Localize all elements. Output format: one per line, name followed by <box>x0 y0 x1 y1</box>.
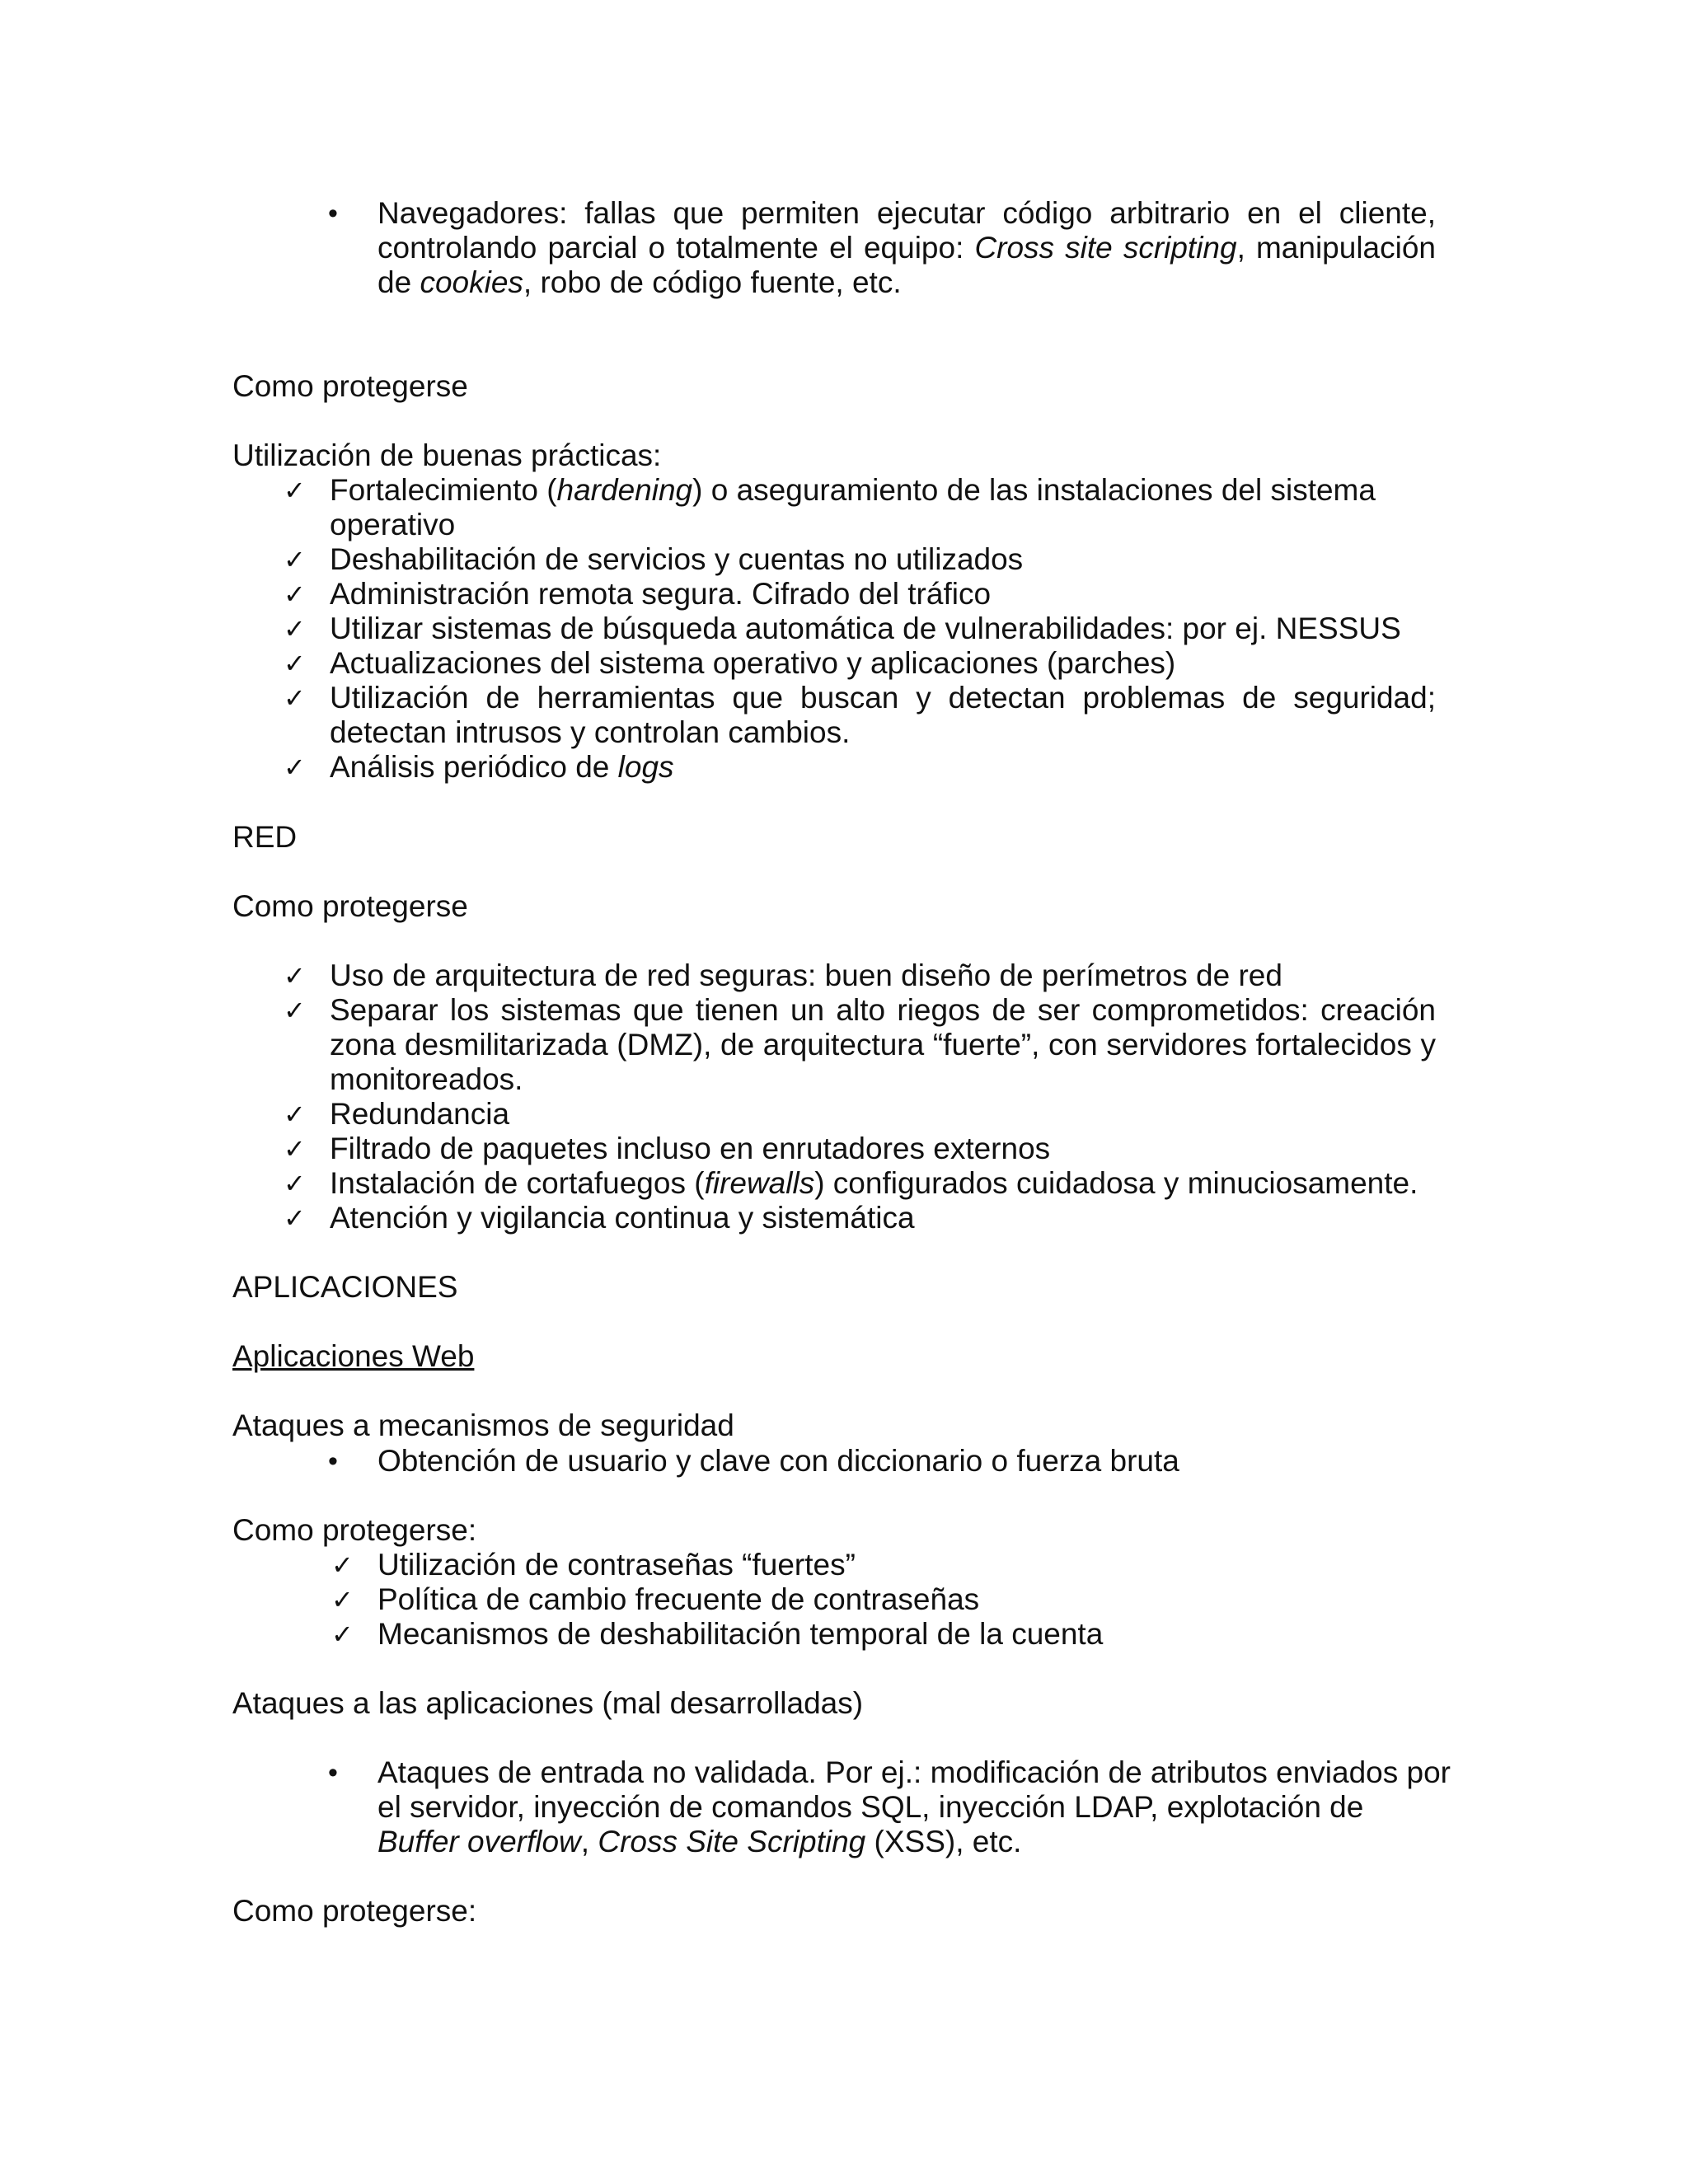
text-line: Mecanismos de deshabilitación temporal de la cuenta <box>377 1617 1104 1651</box>
text-line: detectan intrusos y controlan cambios. <box>330 715 851 749</box>
text-line: Utilización de herramientas que buscan y detectan problemas de seguridad; <box>330 681 1436 715</box>
checkmark-icon: ✓ <box>284 752 306 783</box>
italic-term: Buffer overflow <box>377 1825 581 1858</box>
checkmark-icon: ✓ <box>284 995 306 1026</box>
text-line: zona desmilitarizada (DMZ), de arquitectura “fuerte”, con servidores fortalecidos y <box>330 1028 1436 1062</box>
checkmark-icon: ✓ <box>284 579 306 610</box>
italic-term: hardening <box>556 473 693 507</box>
text-line: Actualizaciones del sistema operativo y aplicaciones (parches) <box>330 646 1176 680</box>
bullet-icon: • <box>328 198 338 229</box>
bullet-icon: • <box>328 1446 338 1477</box>
text-line: Ataques de entrada no validada. Por ej.: modificación de atributos enviados por <box>377 1755 1451 1789</box>
heading-como-protegerse-4: Como protegerse: <box>232 1894 477 1928</box>
italic-term: firewalls <box>704 1166 815 1200</box>
text-line: Buffer overflow, Cross Site Scripting (XSS), etc. <box>377 1825 1022 1858</box>
heading-como-protegerse-2: Como protegerse <box>232 889 468 923</box>
text-line: Instalación de cortafuegos (firewalls) configurados cuidadosa y minuciosamente. <box>330 1166 1418 1200</box>
text-line: el servidor, inyección de comandos SQL, inyección LDAP, explotación de <box>377 1790 1364 1824</box>
checkmark-icon: ✓ <box>284 1133 306 1165</box>
text-line: controlando parcial o totalmente el equipo: Cross site scripting, manipulación <box>377 231 1436 265</box>
subsection-aplicaciones-web: Aplicaciones Web <box>232 1339 475 1373</box>
practicas-title: Utilización de buenas prácticas: <box>232 438 662 472</box>
italic-term: logs <box>617 750 674 784</box>
text-line: Atención y vigilancia continua y sistemática <box>330 1201 915 1235</box>
text-line: Análisis periódico de logs <box>330 750 674 784</box>
checkmark-icon: ✓ <box>284 1168 306 1199</box>
text-line: Filtrado de paquetes incluso en enrutadores externos <box>330 1132 1051 1165</box>
text-line: Obtención de usuario y clave con diccionario o fuerza bruta <box>377 1444 1179 1478</box>
text-line: Redundancia <box>330 1097 510 1131</box>
section-red: RED <box>232 820 298 854</box>
checkmark-icon: ✓ <box>284 544 306 575</box>
checkmark-icon: ✓ <box>284 682 306 714</box>
checkmark-icon: ✓ <box>284 475 306 506</box>
heading-como-protegerse-1: Como protegerse <box>232 369 468 403</box>
checkmark-icon: ✓ <box>284 613 306 644</box>
checkmark-icon: ✓ <box>284 1202 306 1234</box>
text-line: Navegadores: fallas que permiten ejecutar código arbitrario en el cliente, <box>377 196 1436 230</box>
checkmark-icon: ✓ <box>284 648 306 679</box>
italic-term: Cross Site Scripting <box>598 1825 866 1858</box>
text-line: monitoreados. <box>330 1062 523 1096</box>
ataques-aplicaciones-title: Ataques a las aplicaciones (mal desarrolladas) <box>232 1686 864 1720</box>
checkmark-icon: ✓ <box>331 1619 354 1650</box>
text-line: Uso de arquitectura de red seguras: buen diseño de perímetros de red <box>330 958 1282 992</box>
italic-term: Cross site scripting <box>974 231 1237 265</box>
text-line: de cookies, robo de código fuente, etc. <box>377 265 902 299</box>
text-line: Administración remota segura. Cifrado del tráfico <box>330 577 992 611</box>
bullet-icon: • <box>328 1757 338 1788</box>
section-aplicaciones: APLICACIONES <box>232 1270 458 1304</box>
ataques-seguridad-title: Ataques a mecanismos de seguridad <box>232 1408 734 1442</box>
checkmark-icon: ✓ <box>284 960 306 991</box>
italic-term: cookies <box>420 265 523 299</box>
text-line: Política de cambio frecuente de contraseñas <box>377 1582 980 1616</box>
text-line: Utilizar sistemas de búsqueda automática de vulnerabilidades: por ej. NESSUS <box>330 612 1401 645</box>
text-line: operativo <box>330 508 456 541</box>
checkmark-icon: ✓ <box>331 1584 354 1615</box>
heading-como-protegerse-3: Como protegerse: <box>232 1513 477 1547</box>
text-line: Deshabilitación de servicios y cuentas no utilizados <box>330 542 1024 576</box>
checkmark-icon: ✓ <box>331 1549 354 1581</box>
checkmark-icon: ✓ <box>284 1099 306 1130</box>
text-line: Fortalecimiento (hardening) o aseguramiento de las instalaciones del sistema <box>330 473 1376 507</box>
text-line: Utilización de contraseñas “fuertes” <box>377 1548 856 1582</box>
text-line: Separar los sistemas que tienen un alto riegos de ser comprometidos: creación <box>330 993 1436 1027</box>
